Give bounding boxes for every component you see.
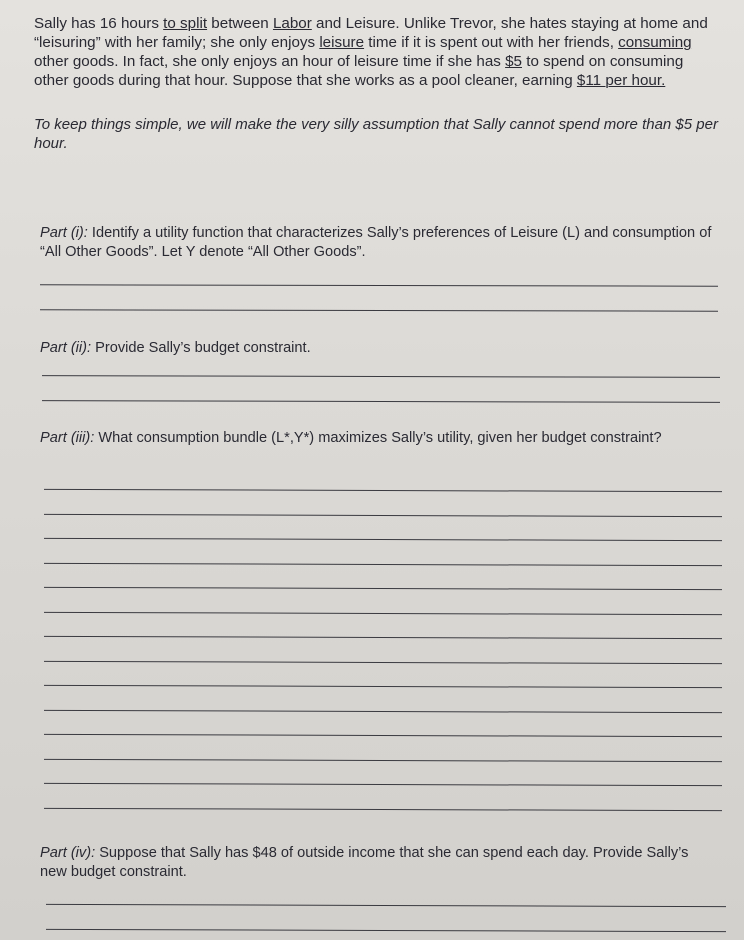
part-iii-question	[40, 429, 684, 448]
answer-line[interactable]	[44, 783, 722, 787]
intro-paragraph	[34, 14, 718, 90]
assumption-note: To keep things simple, we will make the very silly assumption that Sally cannot spend more than $5 per hour.	[34, 116, 718, 152]
part-iv-question	[40, 844, 704, 882]
answer-line[interactable]	[46, 929, 726, 933]
part-i-question	[40, 224, 720, 262]
answer-line[interactable]	[44, 636, 722, 640]
answer-line[interactable]	[44, 758, 722, 762]
intro-underlined-1: to split	[163, 15, 208, 32]
answer-line[interactable]	[44, 734, 722, 738]
answer-line[interactable]	[46, 904, 726, 908]
answer-line[interactable]	[44, 807, 722, 811]
part-ii-text: Provide Sally’s budget constraint.	[91, 340, 311, 356]
intro-text-1: Sally has 16 hours	[34, 15, 164, 32]
answer-line[interactable]	[44, 489, 722, 493]
intro-text-4: time if it is spent out with her friends,	[364, 34, 619, 51]
answer-line[interactable]	[44, 538, 722, 542]
answer-line[interactable]	[42, 400, 720, 403]
intro-text-3: and Leisure. Unlike Trevor, she hates staying at home and “leisuring” with her family; she only enjoys	[34, 15, 708, 51]
answer-line[interactable]	[44, 513, 722, 517]
intro-text-2: between	[207, 15, 273, 32]
part-i-label: Part (i):	[40, 225, 88, 241]
part-iii-label: Part (iii):	[40, 430, 95, 446]
intro-text-5: other goods. In fact, she only enjoys an hour of leisure time if she has	[34, 53, 506, 70]
answer-line[interactable]	[44, 709, 722, 713]
part-iv-text: Suppose that Sally has $48 of outside income that she can spend each day. Provide Sally’s new budget constraint.	[40, 845, 689, 880]
part-i-text: Identify a utility function that characterizes Sally’s preferences of Leisure (L) and consumption of “All Other Goods”. Let Y denote “All Other Goods”.	[40, 225, 712, 260]
intro-underlined-2: Labor	[272, 15, 312, 32]
part-iii-text: What consumption bundle (L*,Y*) maximizes Sally’s utility, given her budget constraint?	[94, 430, 662, 446]
part-ii-label: Part (ii):	[40, 340, 92, 356]
part-ii-question	[40, 339, 720, 358]
intro-underlined-3: leisure	[319, 34, 365, 51]
intro-underlined-5: $5	[505, 53, 522, 70]
answer-line[interactable]	[40, 284, 718, 287]
intro-text-6: to spend on consuming other goods during that hour. Suppose that she works as a pool cleaner, earning	[34, 53, 684, 89]
answer-line[interactable]	[44, 685, 722, 689]
intro-underlined-6: $11 per hour.	[576, 72, 666, 89]
answer-line[interactable]	[44, 660, 722, 664]
answer-line[interactable]	[44, 611, 722, 615]
part-iv-label: Part (iv):	[40, 845, 96, 861]
answer-line[interactable]	[42, 375, 720, 378]
answer-line[interactable]	[44, 562, 722, 566]
answer-line[interactable]	[40, 309, 718, 312]
intro-underlined-4: consuming	[618, 34, 692, 51]
answer-line[interactable]	[44, 587, 722, 591]
